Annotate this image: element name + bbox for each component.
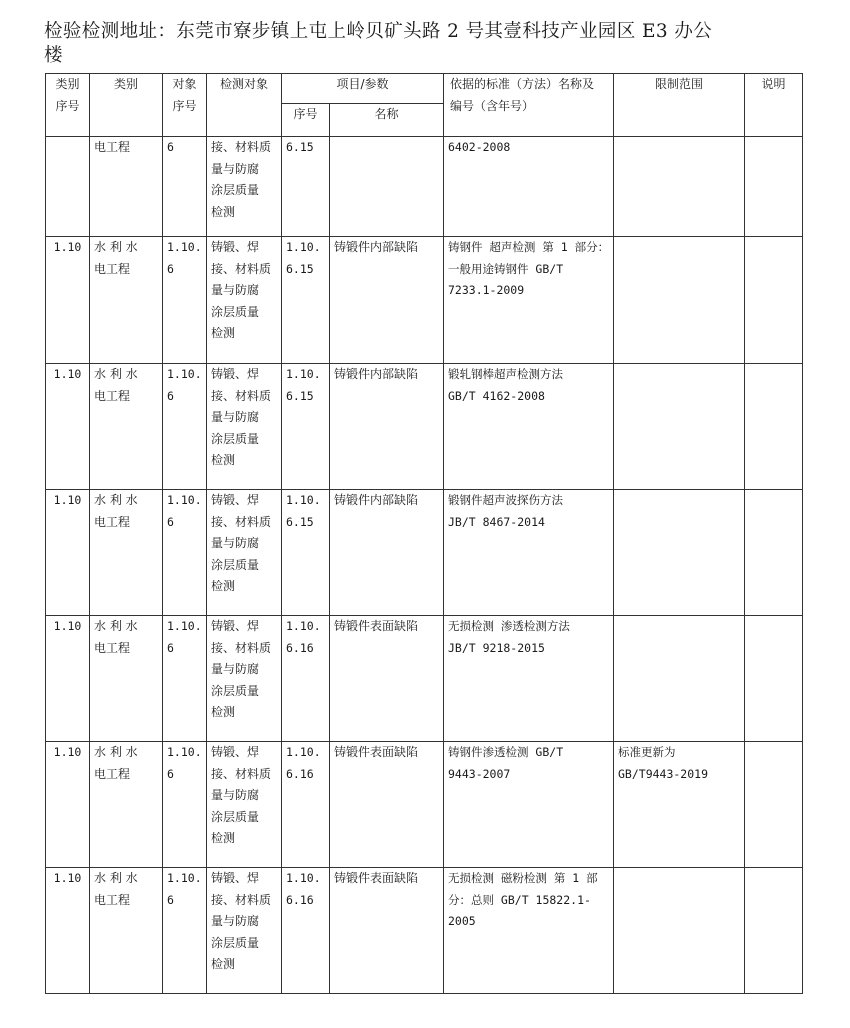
- cell-category: [90, 868, 163, 994]
- cell-seq-text: 1.10. 6.15: [286, 240, 321, 276]
- header-row: [46, 74, 803, 104]
- cell-object-text: 铸锻、焊 接、材料质 量与防腐 涂层质量 检测: [211, 367, 272, 467]
- cell-name: [330, 868, 444, 994]
- col-header-cat-no: 类别 序号: [46, 74, 90, 137]
- cell-limit: [614, 616, 745, 742]
- col-header-standard: 依据的标准（方法）名称及 编号（含年号）: [444, 74, 614, 137]
- cell-standard-text: 6402-2008: [448, 140, 511, 154]
- cell-object: [207, 237, 282, 364]
- cell-obj-no: [163, 616, 207, 742]
- cell-limit: [614, 364, 745, 490]
- cell-name-text: 铸锻件表面缺陷: [334, 619, 419, 633]
- cell-note: [745, 616, 803, 742]
- cell-name-text: 铸锻件表面缺陷: [334, 871, 419, 885]
- cell-standard-text: 铸钢件 超声检测 第 1 部分： 一般用途铸钢件 GB/T 7233.1-2009: [448, 240, 610, 297]
- cell-standard-text: 铸钢件渗透检测 GB/T 9443-2007: [448, 745, 564, 781]
- table-row: [46, 868, 803, 994]
- cell-category-text: 电工程: [94, 140, 131, 154]
- cell-cat-no: [46, 616, 90, 742]
- cell-obj-no-text: 6: [167, 140, 174, 154]
- table-row: [46, 137, 803, 237]
- table-row: [46, 364, 803, 490]
- cell-limit: [614, 868, 745, 994]
- cell-cat-no: [46, 137, 90, 237]
- cell-name-text: 铸锻件内部缺陷: [334, 367, 419, 381]
- cell-seq: [282, 490, 330, 616]
- col-header-limit: 限制范围: [614, 74, 745, 137]
- col-header-seq: 序号: [282, 104, 330, 137]
- col-header-category: 类别: [90, 74, 163, 137]
- page-title: 检验检测地址：东莞市寮步镇上屯上岭贝矿头路 2 号其壹科技产业园区 E3 办公 楼: [44, 21, 713, 66]
- cell-category-text: 水 利 水 电工程: [94, 493, 138, 529]
- cell-name: [330, 137, 444, 237]
- cell-category-text: 水 利 水 电工程: [94, 367, 138, 403]
- cell-category-text: 水 利 水 电工程: [94, 871, 138, 907]
- cell-category-text: 水 利 水 电工程: [94, 619, 138, 655]
- cell-object-text: 铸锻、焊 接、材料质 量与防腐 涂层质量 检测: [211, 745, 272, 845]
- cell-seq-text: 1.10. 6.16: [286, 619, 321, 655]
- cell-object-text: 接、材料质 量与防腐 涂层质量 检测: [211, 140, 272, 219]
- cell-category-text: 水 利 水 电工程: [94, 240, 138, 276]
- cell-standard: [444, 490, 614, 616]
- col-header-param-group: 项目/参数: [282, 74, 444, 104]
- cell-cat-no-text: 1.10: [53, 871, 82, 885]
- scope-table: [45, 73, 803, 994]
- cell-standard: [444, 868, 614, 994]
- cell-name: [330, 364, 444, 490]
- cell-note: [745, 237, 803, 364]
- cell-obj-no: [163, 490, 207, 616]
- col-header-obj-no: 对象 序号: [163, 74, 207, 137]
- cell-name-text: 铸锻件表面缺陷: [334, 745, 419, 759]
- cell-obj-no-text: 1.10. 6: [167, 240, 202, 276]
- cell-category: [90, 490, 163, 616]
- cell-object: [207, 364, 282, 490]
- cell-standard-text: 无损检测 渗透检测方法 JB/T 9218-2015: [448, 619, 570, 655]
- cell-seq-text: 1.10. 6.16: [286, 745, 321, 781]
- cell-standard: [444, 616, 614, 742]
- cell-object-text: 铸锻、焊 接、材料质 量与防腐 涂层质量 检测: [211, 493, 272, 593]
- cell-seq: [282, 616, 330, 742]
- cell-cat-no: [46, 237, 90, 364]
- cell-seq-text: 1.10. 6.16: [286, 871, 321, 907]
- col-header-object: 检测对象: [207, 74, 282, 137]
- cell-standard-text: 无损检测 磁粉检测 第 1 部 分：总则 GB/T 15822.1-2005: [448, 871, 598, 928]
- cell-seq-text: 6.15: [286, 140, 314, 154]
- cell-seq: [282, 237, 330, 364]
- cell-seq: [282, 868, 330, 994]
- cell-category: [90, 364, 163, 490]
- cell-seq: [282, 364, 330, 490]
- table-row: [46, 616, 803, 742]
- cell-category-text: 水 利 水 电工程: [94, 745, 138, 781]
- cell-category: [90, 237, 163, 364]
- cell-limit: [614, 137, 745, 237]
- cell-note: [745, 490, 803, 616]
- cell-object: [207, 490, 282, 616]
- table-row: [46, 742, 803, 868]
- cell-object-text: 铸锻、焊 接、材料质 量与防腐 涂层质量 检测: [211, 240, 272, 340]
- cell-object-text: 铸锻、焊 接、材料质 量与防腐 涂层质量 检测: [211, 871, 272, 971]
- cell-note: [745, 364, 803, 490]
- cell-standard: [444, 237, 614, 364]
- cell-name: [330, 616, 444, 742]
- cell-note: [745, 868, 803, 994]
- cell-note: [745, 742, 803, 868]
- cell-object: [207, 868, 282, 994]
- cell-cat-no-text: 1.10: [53, 367, 82, 381]
- cell-cat-no: [46, 364, 90, 490]
- cell-object: [207, 742, 282, 868]
- cell-obj-no-text: 1.10. 6: [167, 367, 202, 403]
- cell-object-text: 铸锻、焊 接、材料质 量与防腐 涂层质量 检测: [211, 619, 272, 719]
- cell-limit: [614, 742, 745, 868]
- cell-seq-text: 1.10. 6.15: [286, 493, 321, 529]
- cell-limit: [614, 490, 745, 616]
- cell-cat-no: [46, 868, 90, 994]
- cell-category: [90, 137, 163, 237]
- cell-note: [745, 137, 803, 237]
- cell-name: [330, 237, 444, 364]
- cell-cat-no: [46, 742, 90, 868]
- cell-category: [90, 742, 163, 868]
- col-header-name: 名称: [330, 104, 444, 137]
- cell-name: [330, 742, 444, 868]
- cell-obj-no: [163, 742, 207, 868]
- cell-standard: [444, 742, 614, 868]
- cell-cat-no-text: 1.10: [53, 619, 82, 633]
- table-row: [46, 490, 803, 616]
- cell-seq: [282, 137, 330, 237]
- cell-category: [90, 616, 163, 742]
- cell-obj-no-text: 1.10. 6: [167, 619, 202, 655]
- cell-obj-no-text: 1.10. 6: [167, 871, 202, 907]
- cell-obj-no-text: 1.10. 6: [167, 745, 202, 781]
- cell-obj-no: [163, 237, 207, 364]
- col-header-note: 说明: [745, 74, 803, 137]
- cell-cat-no-text: 1.10: [53, 240, 82, 254]
- cell-name-text: 铸锻件内部缺陷: [334, 240, 419, 254]
- cell-limit-text: 标准更新为 GB/T9443-2019: [618, 745, 709, 781]
- cell-obj-no: [163, 364, 207, 490]
- cell-obj-no: [163, 868, 207, 994]
- cell-limit: [614, 237, 745, 364]
- cell-seq: [282, 742, 330, 868]
- table-row: [46, 237, 803, 364]
- cell-cat-no: [46, 490, 90, 616]
- cell-obj-no: [163, 137, 207, 237]
- cell-cat-no-text: 1.10: [53, 745, 82, 759]
- cell-name: [330, 490, 444, 616]
- cell-cat-no-text: 1.10: [53, 493, 82, 507]
- cell-standard-text: 锻轧钢棒超声检测方法 GB/T 4162-2008: [448, 367, 563, 403]
- cell-object: [207, 137, 282, 237]
- cell-seq-text: 1.10. 6.15: [286, 367, 321, 403]
- cell-standard: [444, 364, 614, 490]
- cell-standard-text: 锻钢件超声波探伤方法 JB/T 8467-2014: [448, 493, 563, 529]
- cell-standard: [444, 137, 614, 237]
- cell-obj-no-text: 1.10. 6: [167, 493, 202, 529]
- cell-object: [207, 616, 282, 742]
- cell-name-text: 铸锻件内部缺陷: [334, 493, 419, 507]
